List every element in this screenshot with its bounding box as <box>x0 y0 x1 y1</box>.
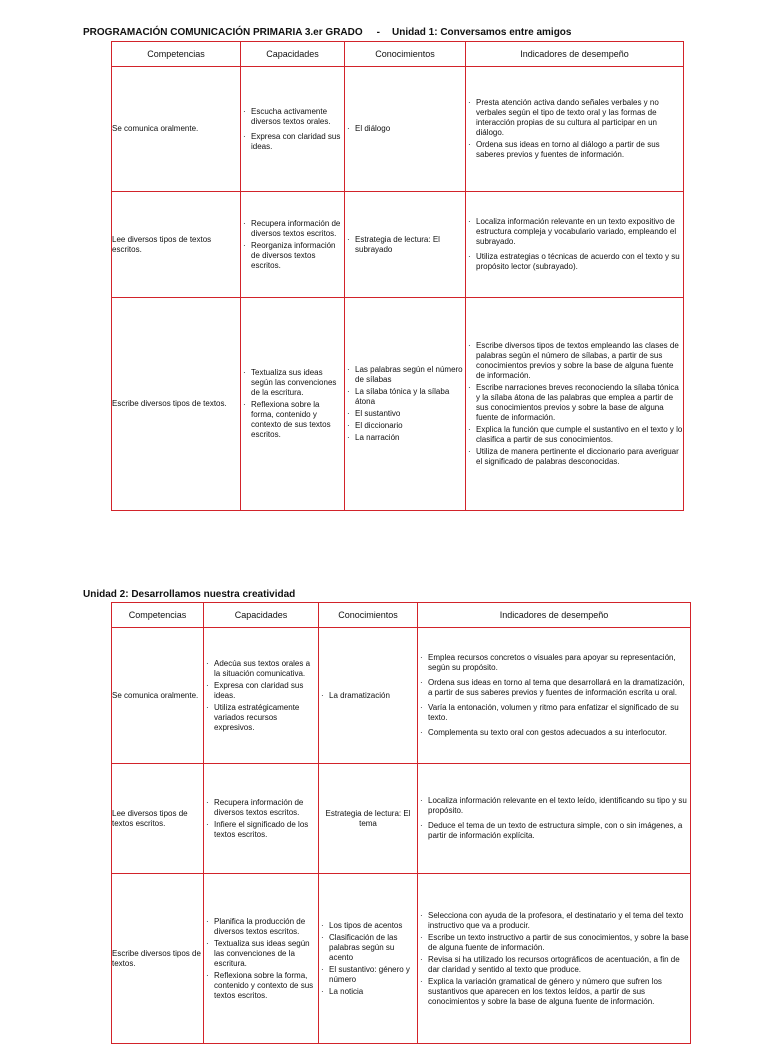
list-item: · El diálogo <box>345 124 465 134</box>
table-row <box>112 298 684 511</box>
list-item: · El sustantivo: género y número <box>319 965 417 985</box>
competencia-cell: Lee diversos tipos de textos escritos. <box>112 764 204 874</box>
conocimientos-cell <box>345 192 466 298</box>
list-item: · Los tipos de acentos <box>319 921 417 931</box>
list-item: · Escribe narraciones breves reconociendo la sílaba tónica y la sílaba átona de las palabras que emplea a partir de sus conocimientos previos y sobre la base de alguna fuente de información. <box>466 383 683 423</box>
list-item: · Expresa con claridad sus ideas. <box>204 681 318 701</box>
list-item: · Emplea recursos concretos o visuales para apoyar su representación, según su propósito. <box>418 653 690 673</box>
list-item: · Complementa su texto oral con gestos adecuados a su interlocutor. <box>418 728 690 738</box>
list-item: · El diccionario <box>345 421 465 431</box>
list-item: · La dramatización <box>319 691 417 701</box>
competencia-cell: Se comunica oralmente. <box>112 67 241 192</box>
list-item: · Recupera información de diversos textos escritos. <box>241 219 344 239</box>
table-header-row <box>112 603 691 628</box>
competencia-cell: Se comunica oralmente. <box>112 628 204 764</box>
table-row <box>112 192 684 298</box>
table-row <box>112 628 691 764</box>
list-item: · Deduce el tema de un texto de estructura simple, con o sin imágenes, a partir de información explícita. <box>418 821 690 841</box>
list-item: · Varía la entonación, volumen y ritmo para enfatizar el significado de su texto. <box>418 703 690 723</box>
list-item: · Utiliza de manera pertinente el diccionario para averiguar el significado de palabras desconocidas. <box>466 447 683 467</box>
unit1-title: Unidad 1: Conversamos entre amigos <box>391 27 572 38</box>
capacidades-cell <box>204 764 319 874</box>
list-item: · Revisa si ha utilizado los recursos ortográficos de acentuación, a fin de dar claridad y sentido al texto que produce. <box>418 955 690 975</box>
indicadores-cell <box>466 67 684 192</box>
list-item: · La narración <box>345 433 465 443</box>
list-item: · Recupera información de diversos textos escritos. <box>204 798 318 818</box>
list-item: · Expresa con claridad sus ideas. <box>241 132 344 152</box>
list-item: · Explica la variación gramatical de género y número que sufren los sustantivos que aparecen en los textos leídos, a partir de sus conocimientos y sobre la base de alguna fuente de información. <box>418 977 690 1007</box>
header-competencias: Competencias <box>112 603 204 628</box>
list-item: · Adecúa sus textos orales a la situación comunicativa. <box>204 659 318 679</box>
list-item: · Textualiza sus ideas según las convenciones de la escritura. <box>241 368 344 398</box>
capacidades-cell <box>204 874 319 1044</box>
capacidades-cell <box>241 298 345 511</box>
list-item: · Textualiza sus ideas según las convenciones de la escritura. <box>204 939 318 969</box>
header-conocimientos: Conocimientos <box>319 603 418 628</box>
list-item: · Reorganiza información de diversos textos escritos. <box>241 241 344 271</box>
conocimientos-cell <box>319 628 418 764</box>
list-item: · Ordena sus ideas en torno al tema que desarrollará en la dramatización, a partir de sus saberes previos y fuentes de información escrita u oral. <box>418 678 690 698</box>
list-item: · Infiere el significado de los textos escritos. <box>204 820 318 840</box>
conocimientos-cell: Estrategia de lectura: El tema <box>319 764 418 874</box>
conocimientos-cell <box>319 874 418 1044</box>
table-row <box>112 67 684 192</box>
table-header-row <box>112 42 684 67</box>
list-item: · Reflexiona sobre la forma, contenido y contexto de sus textos escritos. <box>204 971 318 1001</box>
table-row <box>112 764 691 874</box>
competencia-cell: Lee diversos tipos de textos escritos. <box>112 192 241 298</box>
unit2-table <box>111 602 691 1044</box>
list-item: · La sílaba tónica y la sílaba átona <box>345 387 465 407</box>
indicadores-cell <box>418 874 691 1044</box>
capacidades-cell <box>241 67 345 192</box>
list-item: · Estrategia de lectura: El subrayado <box>345 235 465 255</box>
header-competencias: Competencias <box>112 42 241 67</box>
unit1-table <box>111 41 684 511</box>
list-item: · Localiza información relevante en un texto expositivo de estructura compleja y vocabulario variado, empleando el subrayado. <box>466 217 683 247</box>
indicadores-cell <box>466 192 684 298</box>
list-item: · Selecciona con ayuda de la profesora, el destinatario y el tema del texto instructivo que va a producir. <box>418 911 690 931</box>
header-conocimientos: Conocimientos <box>345 42 466 67</box>
unit1-heading <box>83 27 571 38</box>
header-capacidades: Capacidades <box>204 603 319 628</box>
list-item: · Las palabras según el número de sílabas <box>345 365 465 385</box>
list-item: · Clasificación de las palabras según su acento <box>319 933 417 963</box>
list-item: · Escribe un texto instructivo a partir de sus conocimientos, y sobre la base de alguna fuente de información. <box>418 933 690 953</box>
list-item: · Escucha activamente diversos textos orales. <box>241 107 344 127</box>
program-title: PROGRAMACIÓN COMUNICACIÓN PRIMARIA 3.er GRADO <box>83 27 363 38</box>
list-item: · Escribe diversos tipos de textos empleando las clases de palabras según el número de sílabas, a partir de sus conocimientos previos y sobre la base de alguna fuente de información. <box>466 341 683 381</box>
list-item: · Presta atención activa dando señales verbales y no verbales según el tipo de texto oral y las formas de interacción propias de su cultura al participar en un diálogo. <box>466 98 683 138</box>
header-indicadores: Indicadores de desempeño <box>418 603 691 628</box>
list-item: · La noticia <box>319 987 417 997</box>
list-item: · Ordena sus ideas en torno al diálogo a partir de sus saberes previos y fuentes de información. <box>466 140 683 160</box>
unit2-heading <box>83 589 295 600</box>
capacidades-cell <box>241 192 345 298</box>
list-item: · Planifica la producción de diversos textos escritos. <box>204 917 318 937</box>
competencia-cell: Escribe diversos tipos de textos. <box>112 874 204 1044</box>
table-row <box>112 874 691 1044</box>
header-indicadores: Indicadores de desempeño <box>466 42 684 67</box>
list-item: · Explica la función que cumple el sustantivo en el texto y lo clasifica a partir de sus conocimientos. <box>466 425 683 445</box>
unit2-title: Unidad 2: Desarrollamos nuestra creatividad <box>83 589 296 600</box>
conocimientos-cell <box>345 67 466 192</box>
list-item: · Utiliza estratégicamente variados recursos expresivos. <box>204 703 318 733</box>
list-item: · El sustantivo <box>345 409 465 419</box>
header-capacidades: Capacidades <box>241 42 345 67</box>
indicadores-cell <box>418 628 691 764</box>
conocimientos-cell <box>345 298 466 511</box>
list-item: · Reflexiona sobre la forma, contenido y contexto de sus textos escritos. <box>241 400 344 440</box>
indicadores-cell <box>466 298 684 511</box>
list-item: · Utiliza estrategias o técnicas de acuerdo con el texto y su propósito lector (subrayado). <box>466 252 683 272</box>
indicadores-cell <box>418 764 691 874</box>
heading-separator: - <box>376 27 380 38</box>
competencia-cell: Escribe diversos tipos de textos. <box>112 298 241 511</box>
capacidades-cell <box>204 628 319 764</box>
list-item: · Localiza información relevante en el texto leído, identificando su tipo y su propósito. <box>418 796 690 816</box>
